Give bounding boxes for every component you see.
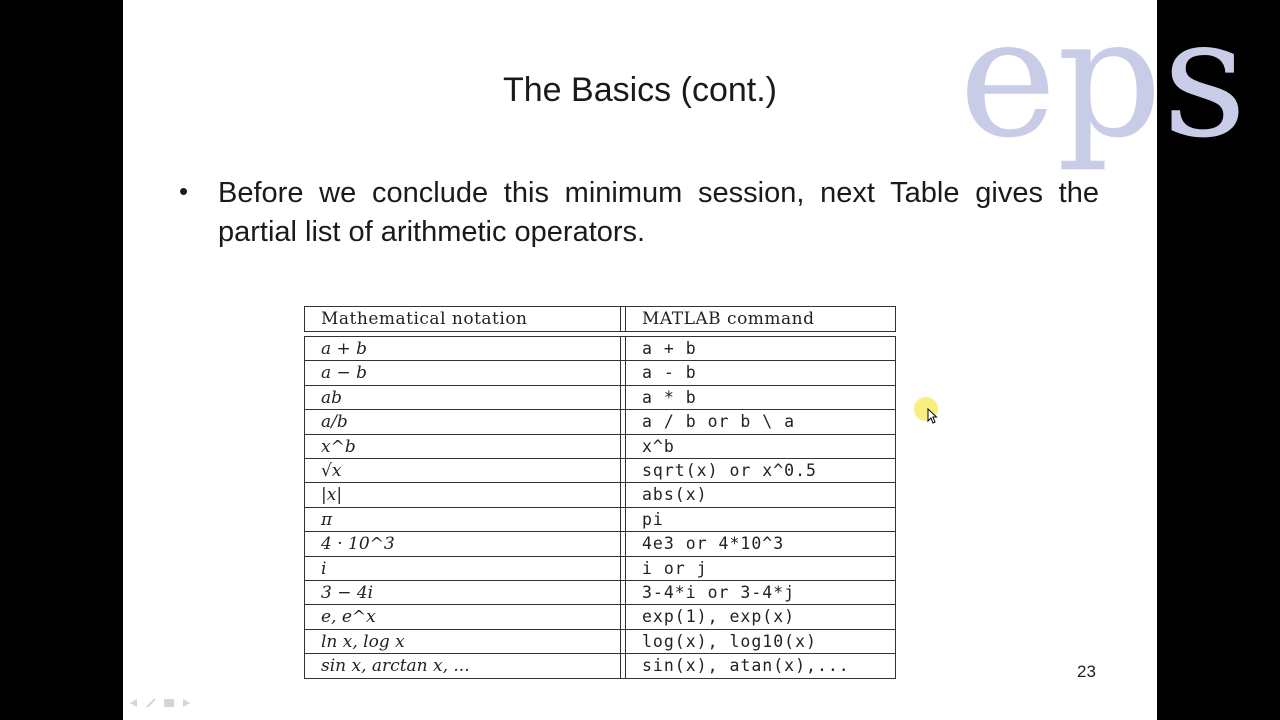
page-number: 23 <box>1077 662 1096 681</box>
table-row <box>305 508 895 532</box>
nav-next-icon[interactable] <box>181 698 193 708</box>
table-header-row <box>304 306 896 332</box>
table-row <box>305 532 895 556</box>
operators-table <box>304 306 896 679</box>
command-cell: a - b <box>625 361 895 384</box>
command-cell: x^b <box>625 435 895 458</box>
math-cell: ab <box>305 386 621 409</box>
nav-menu-icon[interactable] <box>163 698 175 708</box>
table-row <box>305 410 895 434</box>
command-cell: sin(x), atan(x),... <box>625 654 895 678</box>
math-cell: sin x, arctan x, ... <box>305 654 621 678</box>
table-row <box>305 654 895 678</box>
bullet-text: Before we conclude this minimum session, next Table gives the partial list of arithmetic operators. <box>218 177 1099 248</box>
table-row <box>305 435 895 459</box>
command-cell: pi <box>625 508 895 531</box>
command-cell: log(x), log10(x) <box>625 630 895 653</box>
table-row <box>305 386 895 410</box>
nav-prev-icon[interactable] <box>127 698 139 708</box>
slide <box>123 0 1247 720</box>
math-cell: ln x, log x <box>305 630 621 653</box>
math-cell: a − b <box>305 361 621 384</box>
math-cell: 4 · 10^3 <box>305 532 621 555</box>
command-cell: a / b or b \ a <box>625 410 895 433</box>
table-row <box>305 361 895 385</box>
table-row <box>305 483 895 507</box>
math-cell: a/b <box>305 410 621 433</box>
table-row <box>305 581 895 605</box>
command-cell: 3-4*i or 3-4*j <box>625 581 895 604</box>
table-row <box>305 630 895 654</box>
slideshow-nav-controls[interactable] <box>127 698 193 708</box>
math-cell: √x <box>305 459 621 482</box>
command-cell: 4e3 or 4*10^3 <box>625 532 895 555</box>
nav-pen-icon[interactable] <box>145 698 157 708</box>
command-cell: i or j <box>625 557 895 580</box>
table-row <box>305 337 895 361</box>
slide-title: The Basics (cont.) <box>503 71 777 109</box>
command-cell: a * b <box>625 386 895 409</box>
math-cell: a + b <box>305 337 621 360</box>
math-cell: i <box>305 557 621 580</box>
header-matlab-command: MATLAB command <box>625 307 895 331</box>
math-cell: π <box>305 508 621 531</box>
table-row <box>305 557 895 581</box>
math-cell: x^b <box>305 435 621 458</box>
command-cell: sqrt(x) or x^0.5 <box>625 459 895 482</box>
math-cell: |x| <box>305 483 621 506</box>
table-body <box>304 336 896 679</box>
command-cell: a + b <box>625 337 895 360</box>
command-cell: abs(x) <box>625 483 895 506</box>
table-row <box>305 459 895 483</box>
math-cell: 3 − 4i <box>305 581 621 604</box>
header-math-notation: Mathematical notation <box>305 307 621 331</box>
math-cell: e, e^x <box>305 605 621 628</box>
svg-text:eps: eps <box>959 0 1247 174</box>
table-row <box>305 605 895 629</box>
bullet-dot-icon: • <box>179 176 189 206</box>
cursor-arrow-icon <box>927 408 937 424</box>
command-cell: exp(1), exp(x) <box>625 605 895 628</box>
